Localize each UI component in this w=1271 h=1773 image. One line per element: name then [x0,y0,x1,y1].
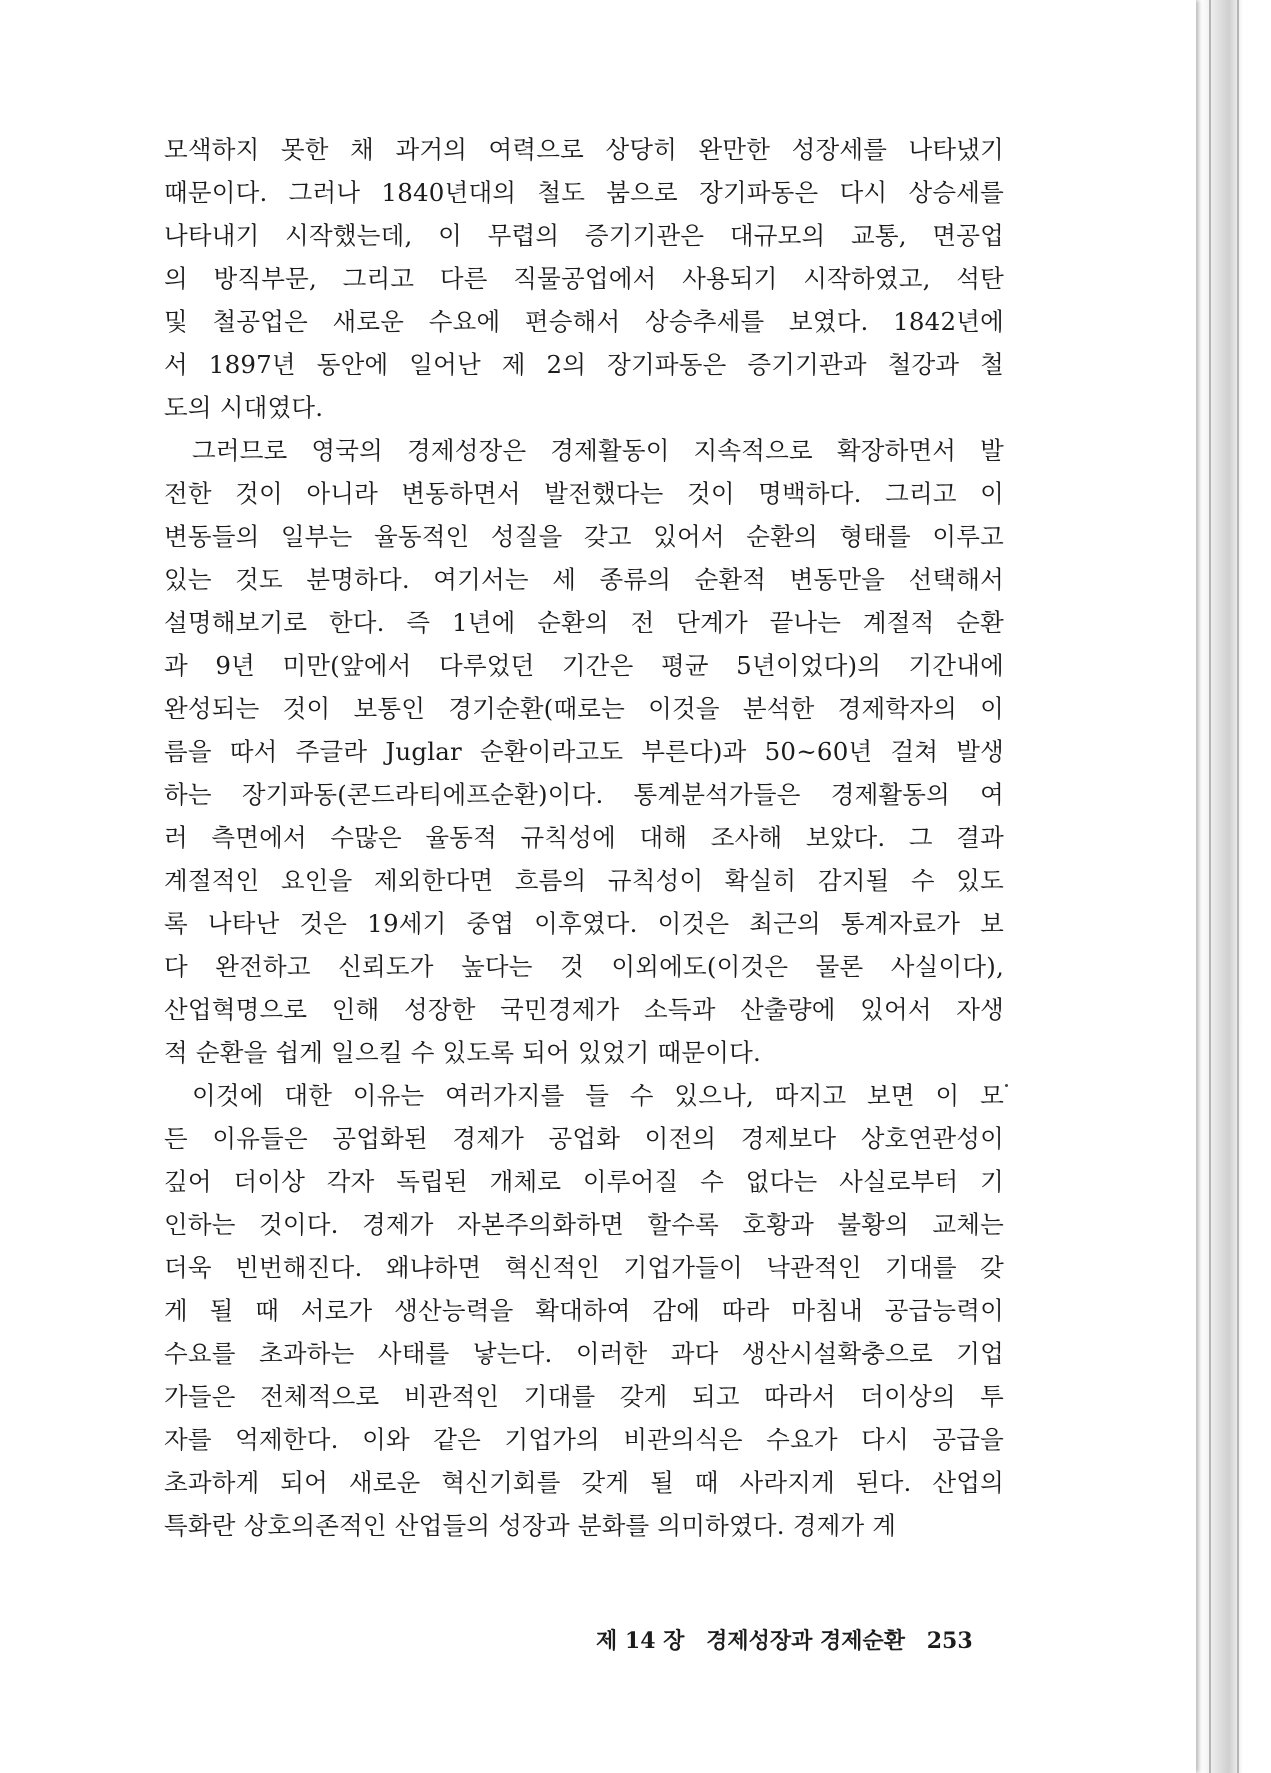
text-line: 이것에 대한 이유는 여러가지를 들 수 있으나, 따지고 보면 이 모 [192,1081,1004,1110]
text-line: 수요를 초과하는 사태를 낳는다. 이러한 과다 생산시설확충으로 기업 [164,1339,1004,1368]
text-line: 서 1897년 동안에 일어난 제 2의 장기파동은 증기기관과 철강과 철 [164,350,1004,379]
text-line: 그러므로 영국의 경제성장은 경제활동이 지속적으로 확장하면서 발 [192,436,1004,465]
text-line: 변동들의 일부는 율동적인 성질을 갖고 있어서 순환의 형태를 이루고 [164,522,1004,551]
body-text [164,128,1004,1547]
text-line: 산업혁명으로 인해 성장한 국민경제가 소득과 산출량에 있어서 자생 [164,995,1004,1024]
text-line: 든 이유들은 공업화된 경제가 공업화 이전의 경제보다 상호연관성이 [164,1124,1004,1153]
text-line: 나타내기 시작했는데, 이 무렵의 증기기관은 대규모의 교통, 면공업 [164,221,1004,250]
text-line: 의 방직부문, 그리고 다른 직물공업에서 사용되기 시작하였고, 석탄 [164,264,1004,293]
text-line: 자를 억제한다. 이와 같은 기업가의 비관의식은 수요가 다시 공급을 [164,1425,1004,1454]
text-line: 도의 시대였다. [164,393,324,422]
text-line: 다 완전하고 신뢰도가 높다는 것 이외에도(이것은 물론 사실이다), [164,952,1004,981]
text-line: 설명해보기로 한다. 즉 1년에 순환의 전 단계가 끝나는 계절적 순환 [164,608,1004,637]
text-line: 초과하게 되어 새로운 혁신기회를 갖게 될 때 사라지게 된다. 산업의 [164,1468,1004,1497]
page-number: 253 [926,1628,973,1654]
text-line: 있는 것도 분명하다. 여기서는 세 종류의 순환적 변동만을 선택해서 [164,565,1004,594]
text-line: 때문이다. 그러나 1840년대의 철도 붐으로 장기파동은 다시 상승세를 [164,178,1004,207]
footer-title: 경제성장과 경제순환 [706,1628,906,1654]
page-stack-edge [1201,0,1271,1773]
page-edge-line [1209,0,1211,1773]
text-line: 완성되는 것이 보통인 경기순환(때로는 이것을 분석한 경제학자의 이 [164,694,1004,723]
text-line: 과 9년 미만(앞에서 다루었던 기간은 평균 5년이었다)의 기간내에 [164,651,1004,680]
text-line: 모색하지 못한 채 과거의 여력으로 상당히 완만한 성장세를 나타냈기 [164,135,1004,164]
text-line: 러 측면에서 수많은 율동적 규칙성에 대해 조사해 보았다. 그 결과 [164,823,1004,852]
text-line: 계절적인 요인을 제외한다면 흐름의 규칙성이 확실히 감지될 수 있도 [164,866,1004,895]
text-line: 더욱 빈번해진다. 왜냐하면 혁신적인 기업가들이 낙관적인 기대를 갖 [164,1253,1004,1282]
footer-chapter: 제 14 장 [596,1628,685,1654]
text-line: 게 될 때 서로가 생산능력을 확대하여 감에 따라 마침내 공급능력이 [164,1296,1004,1325]
text-line: 깊어 더이상 각자 독립된 개체로 이루어질 수 없다는 사실로부터 기 [164,1167,1004,1196]
text-line: 록 나타난 것은 19세기 중엽 이후였다. 이것은 최근의 통계자료가 보 [164,909,1004,938]
text-line: 인하는 것이다. 경제가 자본주의화하면 할수록 호황과 불황의 교체는 [164,1210,1004,1239]
text-line: 름을 따서 주글라 Juglar 순환이라고도 부른다)과 50~60년 걸쳐 발생 [164,737,1004,766]
text-line: 가들은 전체적으로 비관적인 기대를 갖게 되고 따라서 더이상의 투 [164,1382,1004,1411]
text-line: 적 순환을 쉽게 일으킬 수 있도록 되어 있었기 때문이다. [164,1038,761,1067]
text-line: 및 철공업은 새로운 수요에 편승해서 상승추세를 보였다. 1842년에 [164,307,1004,336]
text-line: 전한 것이 아니라 변동하면서 발전했다는 것이 명백하다. 그리고 이 [164,479,1004,508]
page-edge-line [1237,0,1239,1773]
text-line: 특화란 상호의존적인 산업들의 성장과 분화를 의미하였다. 경제가 계 [164,1511,897,1540]
page-footer [596,1626,1006,1656]
text-line: 하는 장기파동(콘드라티에프순환)이다. 통계분석가들은 경제활동의 여 [164,780,1004,809]
ink-speck [1005,1084,1008,1087]
